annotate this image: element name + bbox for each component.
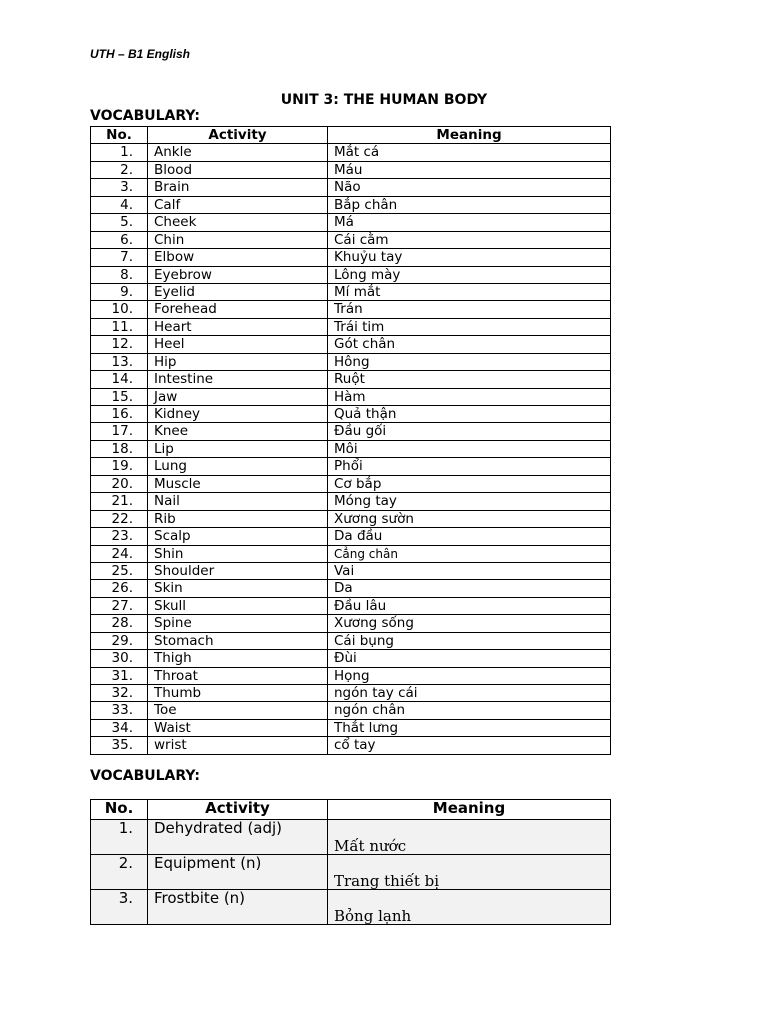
table-row <box>91 580 611 597</box>
cell-number: 5. <box>91 214 148 231</box>
cell-meaning: Cơ bắp <box>328 475 611 492</box>
cell-activity: Waist <box>148 719 328 736</box>
cell-meaning: Hông <box>328 353 611 370</box>
cell-number: 11. <box>91 318 148 335</box>
cell-number: 21. <box>91 493 148 510</box>
cell-meaning: Xương sườn <box>328 510 611 527</box>
table-row <box>91 650 611 667</box>
cell-meaning: ngón chân <box>328 702 611 719</box>
table-row <box>91 719 611 736</box>
cell-number: 7. <box>91 249 148 266</box>
cell-activity: Spine <box>148 615 328 632</box>
cell-activity: Skin <box>148 580 328 597</box>
table-row <box>91 301 611 318</box>
table-header-row <box>91 127 611 144</box>
cell-meaning: Máu <box>328 161 611 178</box>
cell-meaning: Não <box>328 179 611 196</box>
cell-number: 30. <box>91 650 148 667</box>
cell-number: 25. <box>91 562 148 579</box>
table-row <box>91 597 611 614</box>
cell-meaning: Đầu lâu <box>328 597 611 614</box>
col-header-activity: Activity <box>148 127 328 144</box>
vocabulary-table-1 <box>90 126 611 755</box>
cell-number: 8. <box>91 266 148 283</box>
table-row <box>91 371 611 388</box>
col-header-meaning: Meaning <box>328 800 611 820</box>
cell-activity: Scalp <box>148 528 328 545</box>
cell-meaning: Cái bụng <box>328 632 611 649</box>
cell-activity: Blood <box>148 161 328 178</box>
cell-activity: Kidney <box>148 406 328 423</box>
cell-number: 13. <box>91 353 148 370</box>
table-header-row <box>91 800 611 820</box>
table-row <box>91 685 611 702</box>
cell-meaning: Trái tim <box>328 318 611 335</box>
table-row <box>91 458 611 475</box>
cell-number: 20. <box>91 475 148 492</box>
cell-activity: Stomach <box>148 632 328 649</box>
cell-number: 23. <box>91 528 148 545</box>
cell-activity: Calf <box>148 196 328 213</box>
cell-meaning: Đầu gối <box>328 423 611 440</box>
cell-activity: Shin <box>148 545 328 562</box>
cell-meaning: ngón tay cái <box>328 685 611 702</box>
table-row <box>91 545 611 562</box>
vocabulary-table-2 <box>90 799 611 925</box>
table-row <box>91 318 611 335</box>
col-header-activity: Activity <box>148 800 328 820</box>
cell-activity: Frostbite (n) <box>148 890 328 925</box>
table-row <box>91 283 611 300</box>
table-row <box>91 820 611 855</box>
cell-activity: wrist <box>148 737 328 754</box>
cell-meaning: Xương sống <box>328 615 611 632</box>
cell-activity: Dehydrated (adj) <box>148 820 328 855</box>
cell-activity: Thigh <box>148 650 328 667</box>
table-row <box>91 406 611 423</box>
cell-meaning: Ruột <box>328 371 611 388</box>
cell-number: 31. <box>91 667 148 684</box>
cell-activity: Nail <box>148 493 328 510</box>
cell-meaning: Thắt lưng <box>328 719 611 736</box>
cell-activity: Toe <box>148 702 328 719</box>
cell-meaning: Trán <box>328 301 611 318</box>
cell-activity: Elbow <box>148 249 328 266</box>
cell-activity: Brain <box>148 179 328 196</box>
cell-number: 4. <box>91 196 148 213</box>
cell-number: 17. <box>91 423 148 440</box>
table-row <box>91 475 611 492</box>
cell-meaning: Đùi <box>328 650 611 667</box>
cell-number: 29. <box>91 632 148 649</box>
table-row <box>91 737 611 754</box>
cell-meaning: Mắt cá <box>328 144 611 161</box>
section-title-vocabulary-1: VOCABULARY: <box>90 108 200 124</box>
cell-number: 15. <box>91 388 148 405</box>
table-row <box>91 562 611 579</box>
cell-number: 32. <box>91 685 148 702</box>
table-row <box>91 144 611 161</box>
cell-meaning: Má <box>328 214 611 231</box>
cell-meaning: Móng tay <box>328 493 611 510</box>
cell-meaning: Trang thiết bị <box>328 855 611 890</box>
table-row <box>91 179 611 196</box>
cell-activity: Lung <box>148 458 328 475</box>
unit-title: UNIT 3: THE HUMAN BODY <box>280 92 488 108</box>
cell-number: 2. <box>91 161 148 178</box>
table-row <box>91 510 611 527</box>
cell-meaning: Da <box>328 580 611 597</box>
cell-number: 18. <box>91 440 148 457</box>
cell-activity: Intestine <box>148 371 328 388</box>
table-row <box>91 231 611 248</box>
cell-number: 9. <box>91 283 148 300</box>
cell-number: 3. <box>91 179 148 196</box>
cell-meaning: Da đầu <box>328 528 611 545</box>
table-row <box>91 196 611 213</box>
table-row <box>91 423 611 440</box>
cell-activity: Shoulder <box>148 562 328 579</box>
cell-activity: Knee <box>148 423 328 440</box>
table-row <box>91 266 611 283</box>
cell-number: 10. <box>91 301 148 318</box>
cell-activity: Jaw <box>148 388 328 405</box>
table-row <box>91 336 611 353</box>
table-row <box>91 702 611 719</box>
cell-number: 1. <box>91 144 148 161</box>
cell-activity: Throat <box>148 667 328 684</box>
cell-number: 6. <box>91 231 148 248</box>
table-row <box>91 440 611 457</box>
cell-number: 27. <box>91 597 148 614</box>
col-header-no: No. <box>91 800 148 820</box>
table-row <box>91 161 611 178</box>
cell-meaning: Lông mày <box>328 266 611 283</box>
cell-meaning: Bắp chân <box>328 196 611 213</box>
cell-activity: Muscle <box>148 475 328 492</box>
cell-meaning: Họng <box>328 667 611 684</box>
document-header: UTH – B1 English <box>90 47 191 61</box>
table-row <box>91 353 611 370</box>
cell-number: 16. <box>91 406 148 423</box>
cell-number: 34. <box>91 719 148 736</box>
cell-number: 14. <box>91 371 148 388</box>
cell-number: 33. <box>91 702 148 719</box>
table-row <box>91 615 611 632</box>
cell-activity: Chin <box>148 231 328 248</box>
cell-number: 1. <box>91 820 148 855</box>
section-title-vocabulary-2: VOCABULARY: <box>90 768 200 784</box>
cell-number: 19. <box>91 458 148 475</box>
cell-activity: Eyebrow <box>148 266 328 283</box>
cell-activity: Equipment (n) <box>148 855 328 890</box>
table-row <box>91 388 611 405</box>
cell-meaning: Quả thận <box>328 406 611 423</box>
cell-number: 28. <box>91 615 148 632</box>
cell-number: 22. <box>91 510 148 527</box>
cell-meaning: Môi <box>328 440 611 457</box>
cell-meaning: Vai <box>328 562 611 579</box>
col-header-meaning: Meaning <box>328 127 611 144</box>
cell-meaning: Cẳng chân <box>328 545 611 562</box>
cell-activity: Cheek <box>148 214 328 231</box>
cell-number: 2. <box>91 855 148 890</box>
cell-meaning: Phổi <box>328 458 611 475</box>
cell-activity: Heel <box>148 336 328 353</box>
cell-activity: Ankle <box>148 144 328 161</box>
cell-number: 35. <box>91 737 148 754</box>
table-row <box>91 249 611 266</box>
table-row <box>91 493 611 510</box>
cell-number: 12. <box>91 336 148 353</box>
cell-activity: Thumb <box>148 685 328 702</box>
table-row <box>91 632 611 649</box>
table-row <box>91 667 611 684</box>
cell-number: 24. <box>91 545 148 562</box>
cell-activity: Skull <box>148 597 328 614</box>
cell-meaning: Mất nước <box>328 820 611 855</box>
cell-meaning: Hàm <box>328 388 611 405</box>
cell-meaning: Khuỷu tay <box>328 249 611 266</box>
cell-activity: Eyelid <box>148 283 328 300</box>
cell-activity: Hip <box>148 353 328 370</box>
cell-activity: Forehead <box>148 301 328 318</box>
cell-meaning: Cái cằm <box>328 231 611 248</box>
table-row <box>91 214 611 231</box>
cell-activity: Lip <box>148 440 328 457</box>
cell-number: 3. <box>91 890 148 925</box>
cell-meaning: Mí mắt <box>328 283 611 300</box>
cell-meaning: Bỏng lạnh <box>328 890 611 925</box>
cell-number: 26. <box>91 580 148 597</box>
col-header-no: No. <box>91 127 148 144</box>
table-row <box>91 528 611 545</box>
cell-meaning: Gót chân <box>328 336 611 353</box>
cell-activity: Rib <box>148 510 328 527</box>
cell-activity: Heart <box>148 318 328 335</box>
cell-meaning: cổ tay <box>328 737 611 754</box>
table-row <box>91 855 611 890</box>
table-row <box>91 890 611 925</box>
